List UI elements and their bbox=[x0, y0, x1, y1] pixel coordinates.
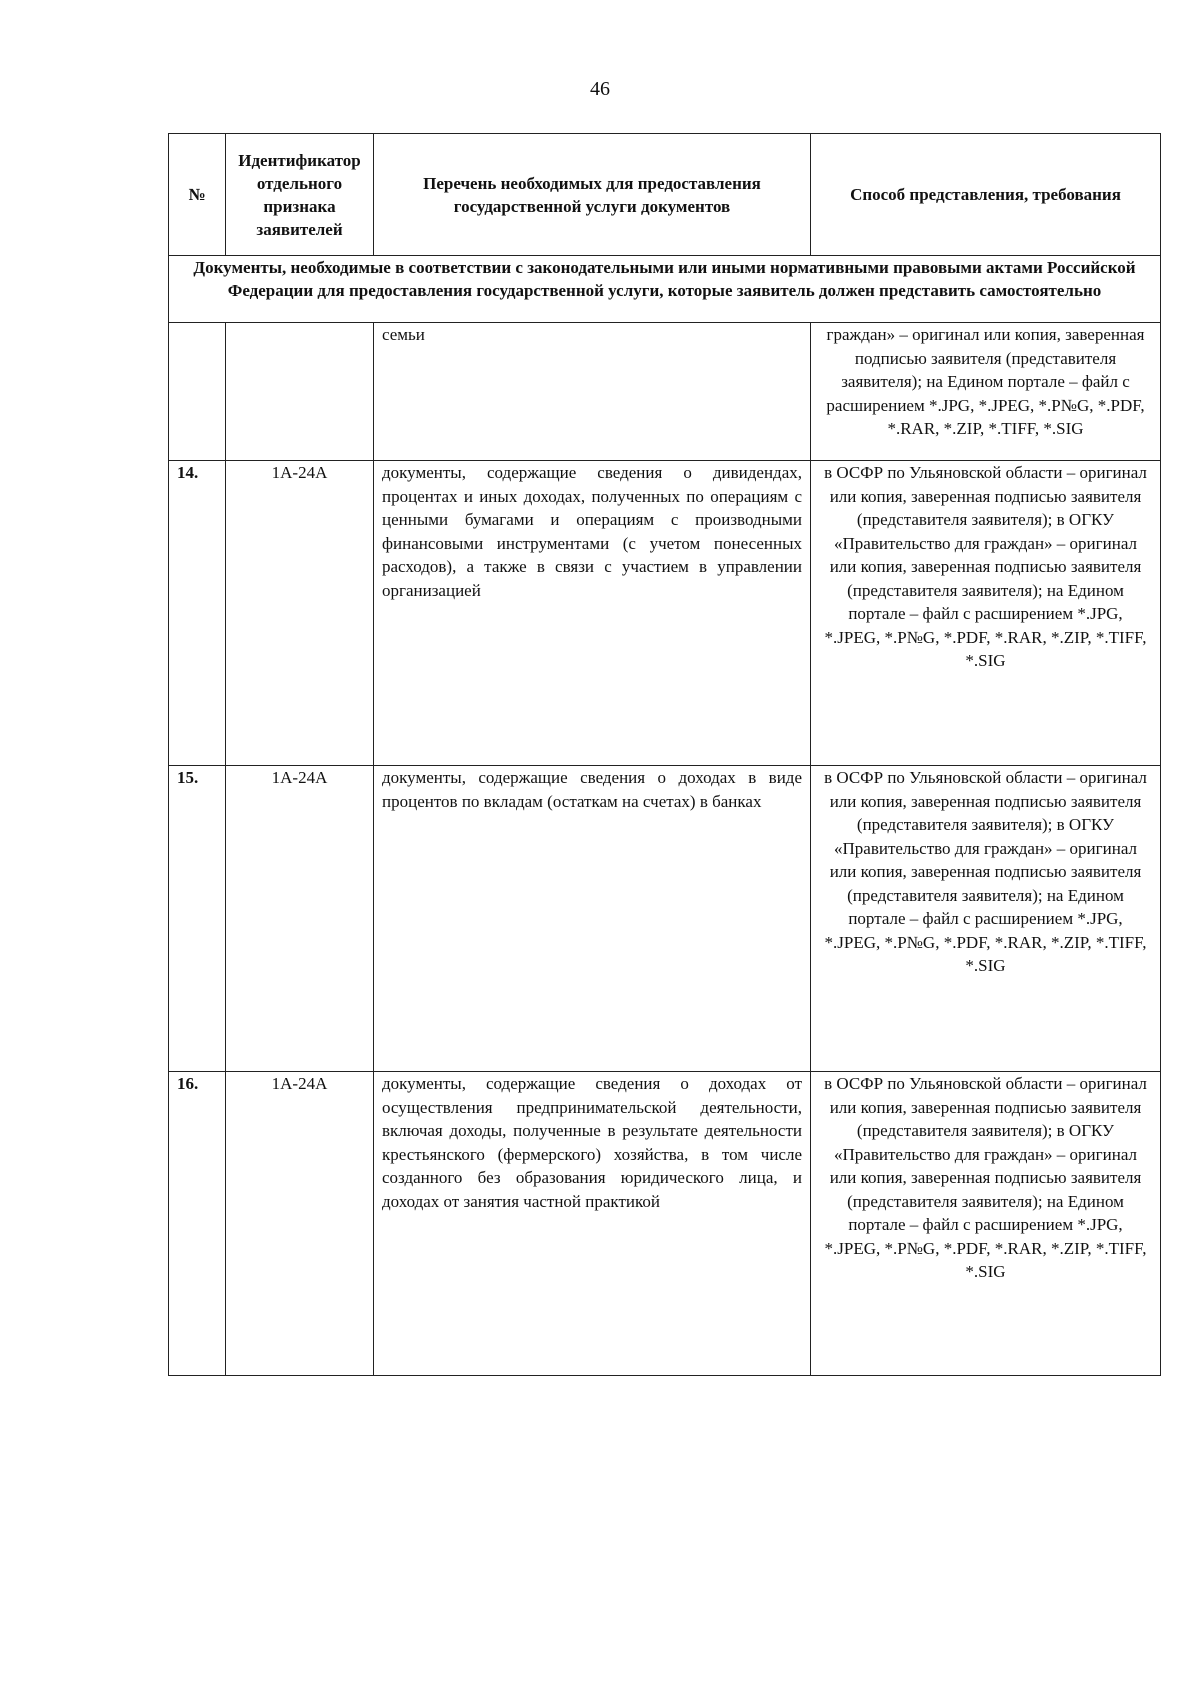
table-row bbox=[169, 461, 1161, 766]
header-identifier: Идентификатор отдельного признака заявителей bbox=[226, 134, 374, 256]
row-method: в ОСФР по Ульяновской области – оригинал или копия, заверенная подписью заявителя (представителя заявителя); в ОГКУ «Правительство для граждан» – оригинал или копия, заверенная подписью заявителя (представителя заявителя); на Едином портале – файл с расширением *.JPG, *.JPEG, *.P№G, *.PDF, *.RAR, *.ZIP, *.TIFF, *.SIG bbox=[811, 1072, 1161, 1376]
header-documents: Перечень необходимых для предоставления государственной услуги документов bbox=[374, 134, 811, 256]
row-number: 15. bbox=[169, 766, 226, 1072]
header-number: № bbox=[169, 134, 226, 256]
table-row bbox=[169, 1072, 1161, 1376]
section-row bbox=[169, 256, 1161, 323]
header-method: Способ представления, требования bbox=[811, 134, 1161, 256]
row-documents: документы, содержащие сведения о доходах в виде процентов по вкладам (остаткам на счетах) в банках bbox=[374, 766, 811, 1072]
table-row bbox=[169, 766, 1161, 1072]
row-documents: документы, содержащие сведения о доходах от осуществления предпринимательской деятельности, включая доходы, полученные в результате деятельности крестьянского (фермерского) хозяйства, в том числе созданного без образования юридического лица, и доходах от занятия частной практикой bbox=[374, 1072, 811, 1376]
documents-table bbox=[168, 133, 1161, 1376]
row-identifier: 1А-24А bbox=[226, 766, 374, 1072]
row-documents: семьи bbox=[374, 323, 811, 461]
row-identifier: 1А-24А bbox=[226, 461, 374, 766]
row-method: в ОСФР по Ульяновской области – оригинал или копия, заверенная подписью заявителя (представителя заявителя); в ОГКУ «Правительство для граждан» – оригинал или копия, заверенная подписью заявителя (представителя заявителя); на Едином портале – файл с расширением *.JPG, *.JPEG, *.P№G, *.PDF, *.RAR, *.ZIP, *.TIFF, *.SIG bbox=[811, 461, 1161, 766]
row-number: 14. bbox=[169, 461, 226, 766]
row-number bbox=[169, 323, 226, 461]
table-row bbox=[169, 323, 1161, 461]
row-method: в ОСФР по Ульяновской области – оригинал или копия, заверенная подписью заявителя (представителя заявителя); в ОГКУ «Правительство для граждан» – оригинал или копия, заверенная подписью заявителя (представителя заявителя); на Едином портале – файл с расширением *.JPG, *.JPEG, *.P№G, *.PDF, *.RAR, *.ZIP, *.TIFF, *.SIG bbox=[811, 766, 1161, 1072]
row-identifier: 1А-24А bbox=[226, 1072, 374, 1376]
row-documents: документы, содержащие сведения о дивидендах, процентах и иных доходах, полученных по операциям с ценными бумагами и операциям с производными финансовыми инструментами (с учетом понесенных расходов), а также в связи с участием в управлении организацией bbox=[374, 461, 811, 766]
row-identifier bbox=[226, 323, 374, 461]
row-method: граждан» – оригинал или копия, заверенная подписью заявителя (представителя заявителя); на Едином портале – файл с расширением *.JPG, *.JPEG, *.P№G, *.PDF, *.RAR, *.ZIP, *.TIFF, *.SIG bbox=[811, 323, 1161, 461]
row-number: 16. bbox=[169, 1072, 226, 1376]
table-header-row bbox=[169, 134, 1161, 256]
page-number: 46 bbox=[590, 78, 610, 100]
section-title: Документы, необходимые в соответствии с законодательными или иными нормативными правовыми актами Российской Федерации для предоставления государственной услуги, которые заявитель должен представить самостоятельно bbox=[169, 256, 1161, 323]
